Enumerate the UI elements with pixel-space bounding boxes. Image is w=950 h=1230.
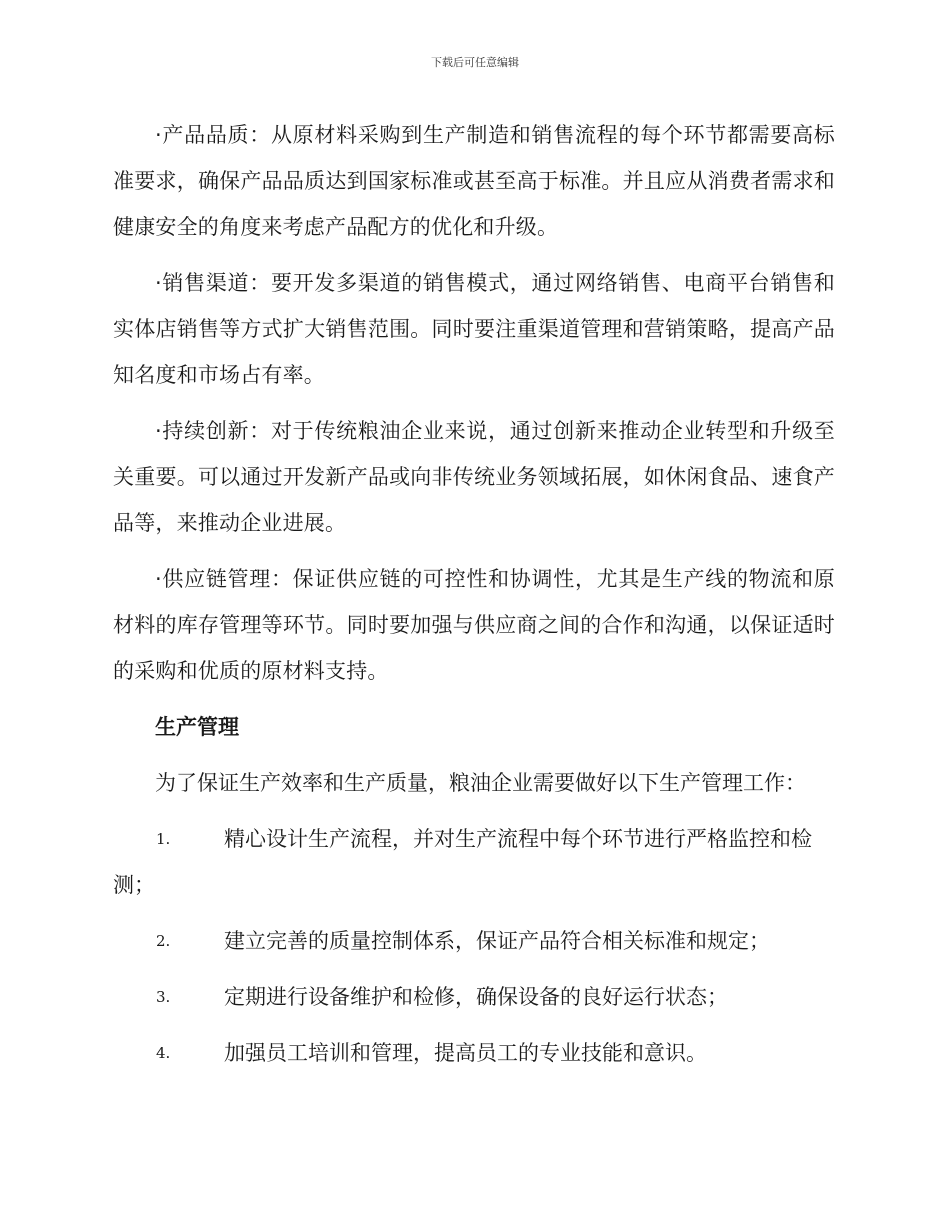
bullet-text: 供应链管理：保证供应链的可控性和协调性，尤其是生产线的物流和原材料的库存管理等环节。同时要加强与供应商之间的合作和沟通，以保证适时的采购和优质的原材料支持。	[113, 567, 835, 683]
section-intro: 为了保证生产效率和生产质量，粮油企业需要做好以下生产管理工作：	[155, 771, 806, 795]
section-heading: 生产管理	[155, 715, 239, 739]
list-text: 加强员工培训和管理，提高员工的专业技能和意识。	[224, 1041, 707, 1065]
bullet-paragraph-sales-channels	[113, 260, 835, 398]
bullet-marker: ·	[155, 567, 162, 591]
bullet-text: 持续创新：对于传统粮油企业来说，通过创新来推动企业转型和升级至关重要。可以通过开发新产品或向非传统业务领域拓展，如休闲食品、速食产品等，来推动企业进展。	[113, 419, 835, 535]
list-item	[113, 1030, 835, 1076]
bullet-text: 销售渠道：要开发多渠道的销售模式，通过网络销售、电商平台销售和实体店销售等方式扩大销售范围。同时要注重渠道管理和营销策略，提高产品知名度和市场占有率。	[113, 271, 835, 387]
list-item	[113, 974, 835, 1020]
list-number: 1.	[156, 830, 171, 848]
bullet-marker: ·	[155, 271, 162, 295]
bullet-paragraph-supply-chain	[113, 556, 835, 694]
bullet-paragraph-product-quality	[113, 112, 835, 250]
bullet-paragraph-innovation	[113, 408, 835, 546]
list-number: 2.	[156, 932, 171, 950]
list-number: 4.	[156, 1044, 171, 1062]
list-text: 建立完善的质量控制体系，保证产品符合相关标准和规定；	[224, 929, 770, 953]
list-text: 精心设计生产流程，并对生产流程中每个环节进行严格监控和检测；	[113, 827, 812, 897]
page-header: 下载后可任意编辑	[431, 56, 519, 69]
list-item	[113, 918, 835, 964]
document-body	[113, 112, 835, 1086]
bullet-text: 产品品质：从原材料采购到生产制造和销售流程的每个环节都需要高标准要求，确保产品品质达到国家标准或甚至高于标准。并且应从消费者需求和健康安全的角度来考虑产品配方的优化和升级。	[113, 123, 835, 239]
list-text: 定期进行设备维护和检修，确保设备的良好运行状态；	[224, 985, 728, 1009]
list-number: 3.	[156, 988, 171, 1006]
list-item	[113, 816, 835, 908]
bullet-marker: ·	[155, 419, 162, 443]
bullet-marker: ·	[155, 123, 162, 147]
